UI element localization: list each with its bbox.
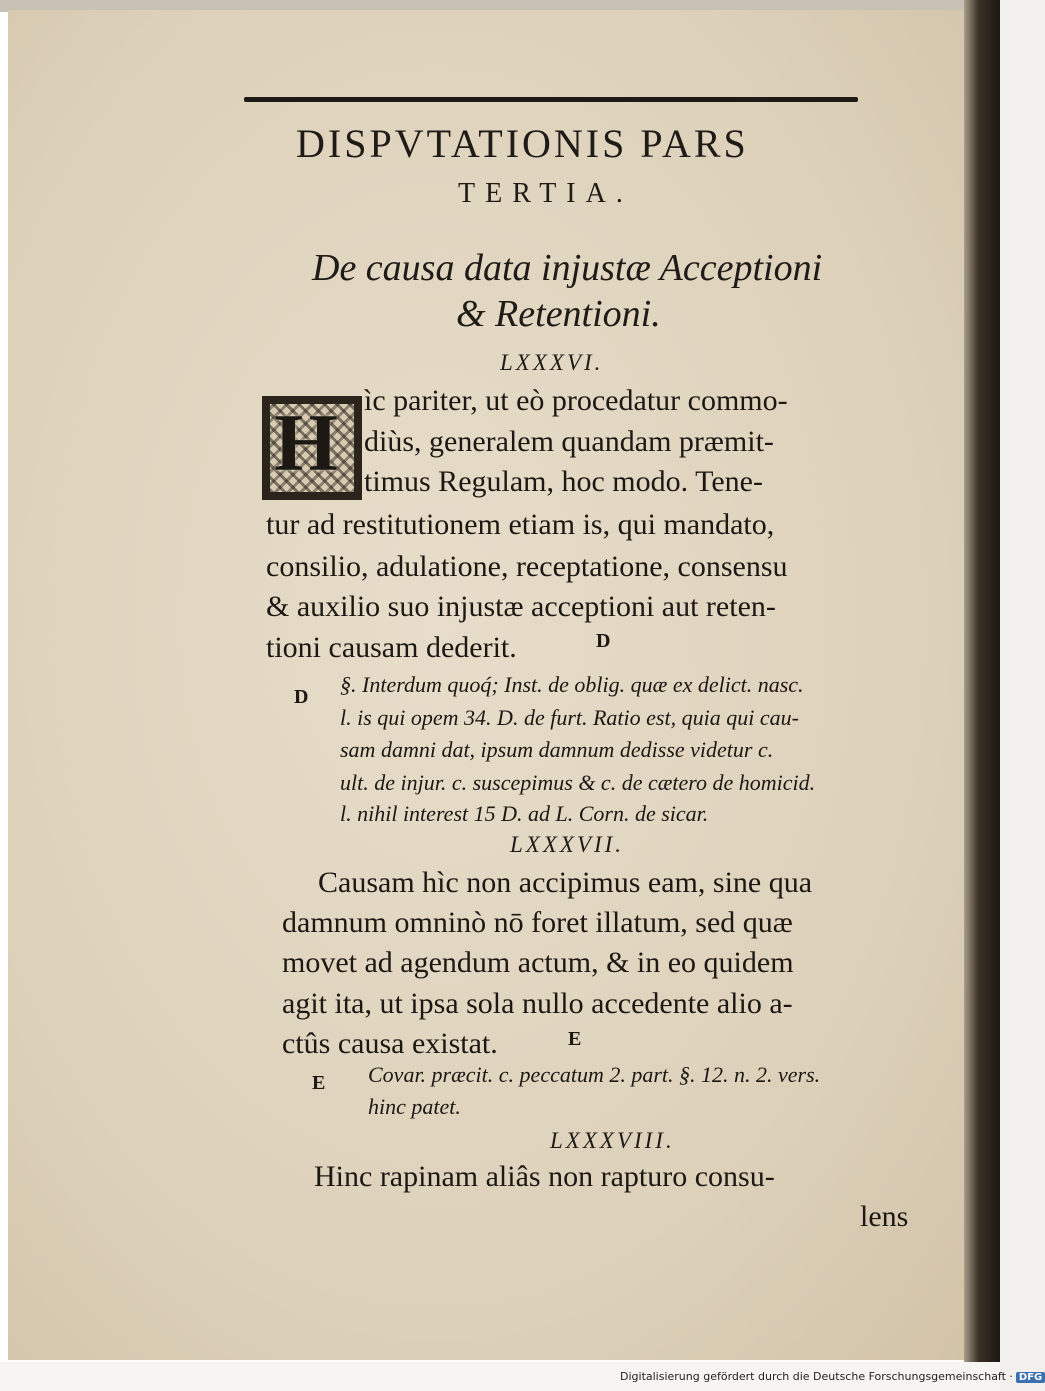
page-title: DISPVTATIONIS PARS xyxy=(296,121,749,166)
section-subtitle: De causa data injustæ Acceptioni xyxy=(312,247,823,289)
text-line: & auxilio suo injustæ acceptioni aut reten- xyxy=(266,590,776,623)
footnote-line: l. is qui opem 34. D. de furt. Ratio est, quia qui cau- xyxy=(340,705,799,730)
section-subtitle-line2: & Retentioni. xyxy=(456,293,661,335)
catchword: lens xyxy=(860,1200,909,1233)
text-line: tur ad restitutionem etiam is, qui mandato, xyxy=(266,508,775,541)
book-spine-edge xyxy=(964,0,1000,1391)
footnote-marker: D xyxy=(294,686,309,708)
footnote-line: sam damni dat, ipsum damnum dedisse videtur c. xyxy=(340,737,774,762)
initial-letter: H xyxy=(274,397,338,488)
footnote-line: l. nihil interest 15 D. ad L. Corn. de sicar. xyxy=(340,801,709,826)
footnote-reference: D xyxy=(596,630,611,652)
footnote-marker: E xyxy=(312,1072,326,1094)
text-line: damnum omninò nō foret illatum, sed quæ xyxy=(282,906,793,939)
text-line: Causam hìc non accipimus eam, sine qua xyxy=(318,866,813,899)
paragraph-number: LXXXVII. xyxy=(510,832,625,857)
credit-text: Digitalisierung gefördert durch die Deutsche Forschungsgemeinschaft · xyxy=(620,1370,1013,1383)
footnote-line: hinc patet. xyxy=(368,1094,461,1119)
text-line: diùs, generalem quandam præmit- xyxy=(364,425,774,458)
text-line: consilio, adulatione, receptatione, consensu xyxy=(266,550,788,583)
header-rule xyxy=(244,97,858,102)
text-line: ìc pariter, ut eò procedatur commo- xyxy=(364,384,788,417)
footnote-line: ult. de injur. c. suscepimus & c. de cætero de homicid. xyxy=(340,770,816,795)
text-line: timus Regulam, hoc modo. Tene- xyxy=(364,465,763,498)
dfg-logo: DFG xyxy=(1016,1372,1045,1383)
footnote-line: Covar. præcit. c. peccatum 2. part. §. 12. n. 2. vers. xyxy=(368,1062,821,1087)
text-line: movet ad agendum actum, & in eo quidem xyxy=(282,946,794,979)
decorated-initial xyxy=(262,396,362,500)
footnote-line: §. Interdum quoq́; Inst. de oblig. quæ ex delict. nasc. xyxy=(340,672,804,697)
text-line: Hinc rapinam aliâs non rapturo consu- xyxy=(314,1160,775,1193)
paragraph-number: LXXXVI. xyxy=(500,350,604,375)
paragraph-number: LXXXVIII. xyxy=(550,1128,675,1153)
text-line: ctûs causa existat. xyxy=(282,1027,498,1060)
page-title-line2: TERTIA. xyxy=(458,178,633,209)
text-line: agit ita, ut ipsa sola nullo accedente alio a- xyxy=(282,987,793,1020)
digitization-credit xyxy=(620,1370,1045,1383)
text-line: tioni causam dederit. xyxy=(266,631,517,664)
footnote-reference: E xyxy=(568,1028,582,1050)
